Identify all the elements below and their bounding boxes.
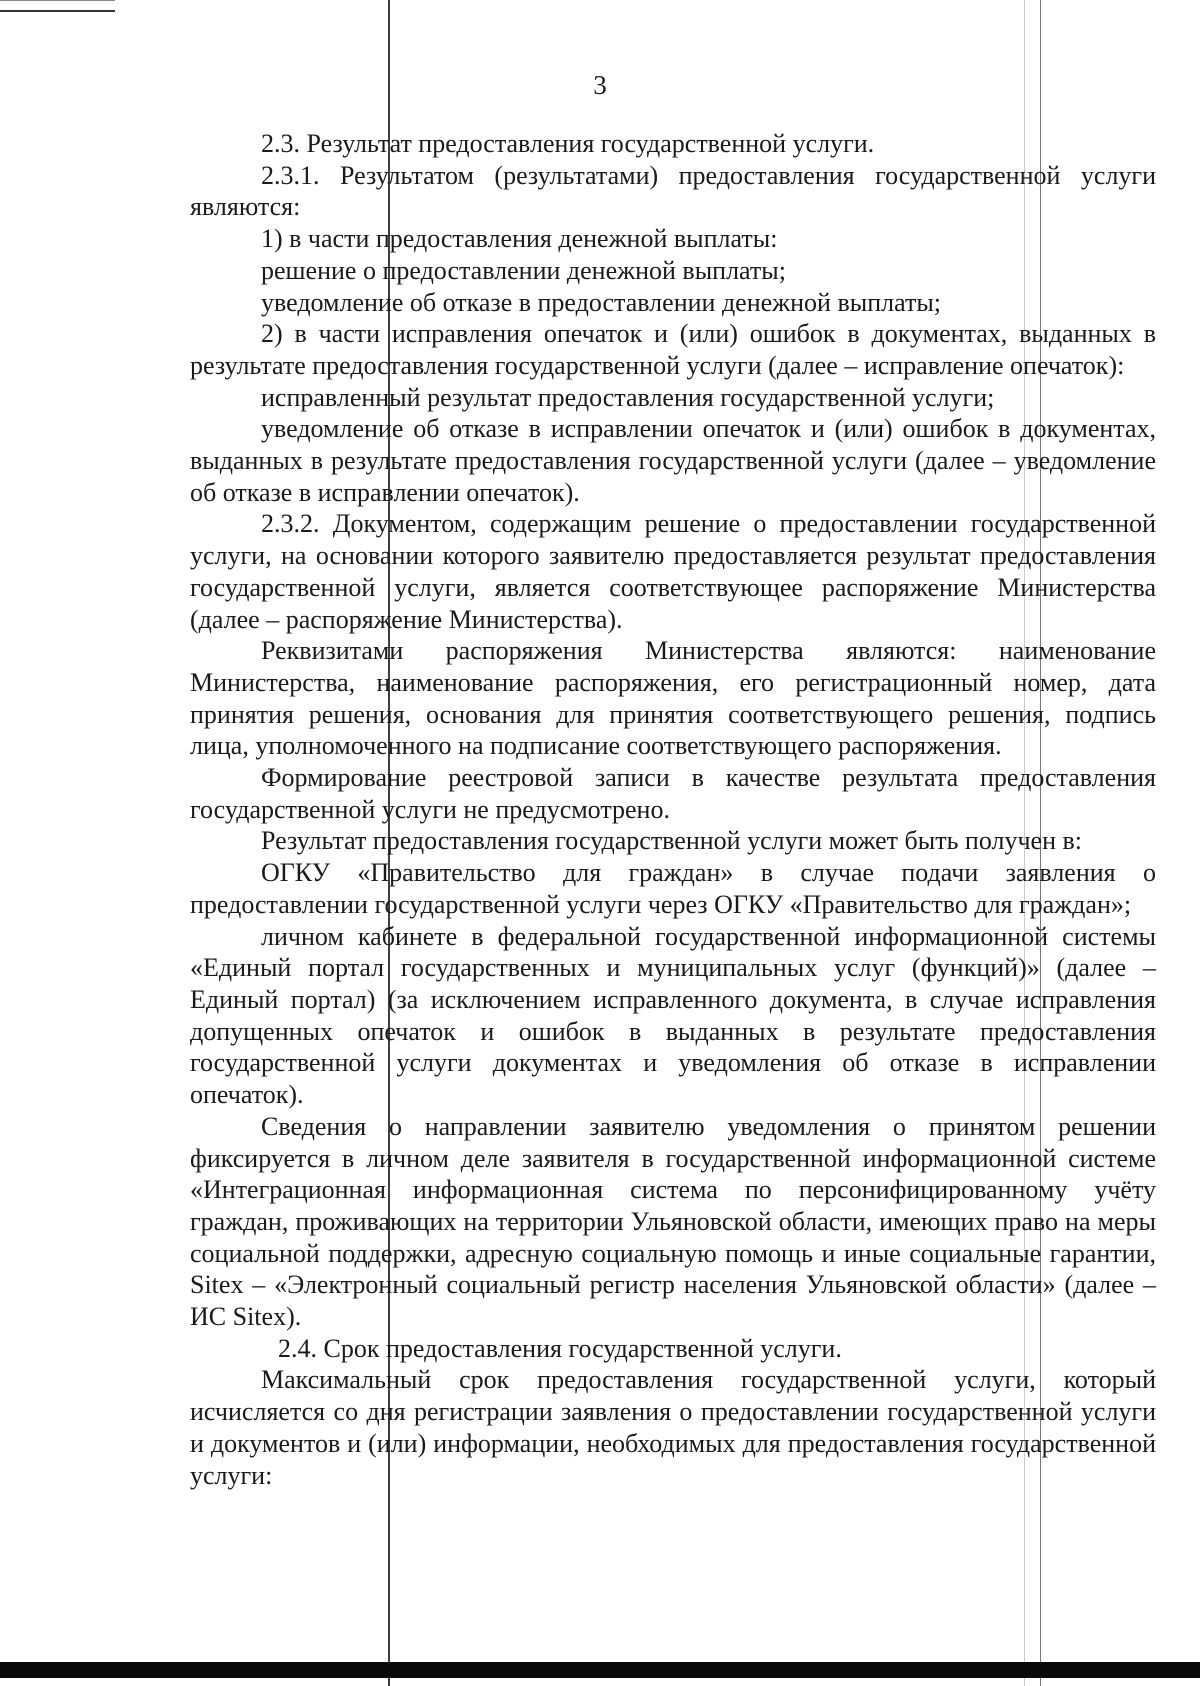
scan-bottom-edge — [0, 1662, 1200, 1678]
paragraph: 1) в части предоставления денежной выплаты: — [261, 224, 778, 254]
paragraph: Формирование реестровой записи в качестве результата предоставления государственной услуги не предусмотрено. — [190, 763, 1156, 824]
paragraph: Максимальный срок предоставления государственной услуги, который исчисляется со дня регистрации заявления о предоставлении государственной услуги и документов и (или) информации, необходимых для предоставления государственной услуги: — [190, 1365, 1156, 1490]
paragraph: исправленный результат предоставления государственной услуги; — [261, 382, 995, 412]
paragraph: 2) в части исправления опечаток и (или) ошибок в документах, выданных в результате предоставления государственной услуги (далее – исправление опечаток): — [190, 319, 1156, 380]
paragraph: личном кабинете в федеральной государственной информационной системы «Единый портал государственных и муниципальных услуг (функций)» (далее – Единый портал) (за исключением исправленного документа, в случае исправления допущенных опечаток и ошибок в выданных в результате предоставления государственной услуги документах и уведомления об отказе в исправлении опечаток). — [190, 921, 1156, 1110]
paragraph: уведомление об отказе в предоставлении денежной выплаты; — [261, 287, 942, 317]
section-heading: 2.4. Срок предоставления государственной услуги. — [278, 1333, 842, 1363]
paragraph: 2.3.2. Документом, содержащим решение о предоставлении государственной услуги, на основании которого заявителю предоставляется результат предоставления государственной услуги, является соответствующее распоряжение Министерства (далее – распоряжение Министерства). — [190, 509, 1156, 634]
document-body — [190, 128, 1156, 1491]
scan-edge-mark — [0, 10, 115, 12]
paragraph: ОГКУ «Правительство для граждан» в случае подачи заявления о предоставлении государственной услуги через ОГКУ «Правительство для граждан»; — [190, 858, 1156, 919]
page-number: 3 — [593, 70, 607, 100]
scan-edge-mark — [0, 0, 115, 1]
paragraph: 2.3.1. Результатом (результатами) предоставления государственной услуги являются: — [190, 160, 1156, 222]
paragraph: Реквизитами распоряжения Министерства являются: наименование Министерства, наименование распоряжения, его регистрационный номер, дата принятия решения, основания для принятия соответствующего решения, подпись лица, уполномоченного на подписание соответствующего распоряжения. — [190, 636, 1156, 761]
paragraph: Сведения о направлении заявителю уведомления о принятом решении фиксируется в личном деле заявителя в государственной информационной системе «Интеграционная информационная система по персонифицированному учёту граждан, проживающих на территории Ульяновской области, имеющих право на меры социальной поддержки, адресную социальную помощь и иные социальные гарантии, Sitex – «Электронный социальный регистр населения Ульяновской области» (далее – ИС Sitex). — [190, 1111, 1156, 1332]
paragraph: решение о предоставлении денежной выплаты; — [261, 255, 786, 285]
section-heading: 2.3. Результат предоставления государственной услуги. — [261, 129, 875, 158]
paragraph: уведомление об отказе в исправлении опечаток и (или) ошибок в документах, выданных в результате предоставления государственной услуги (далее – уведомление об отказе в исправлении опечаток). — [190, 414, 1156, 507]
paragraph: Результат предоставления государственной услуги может быть получен в: — [261, 826, 1083, 856]
